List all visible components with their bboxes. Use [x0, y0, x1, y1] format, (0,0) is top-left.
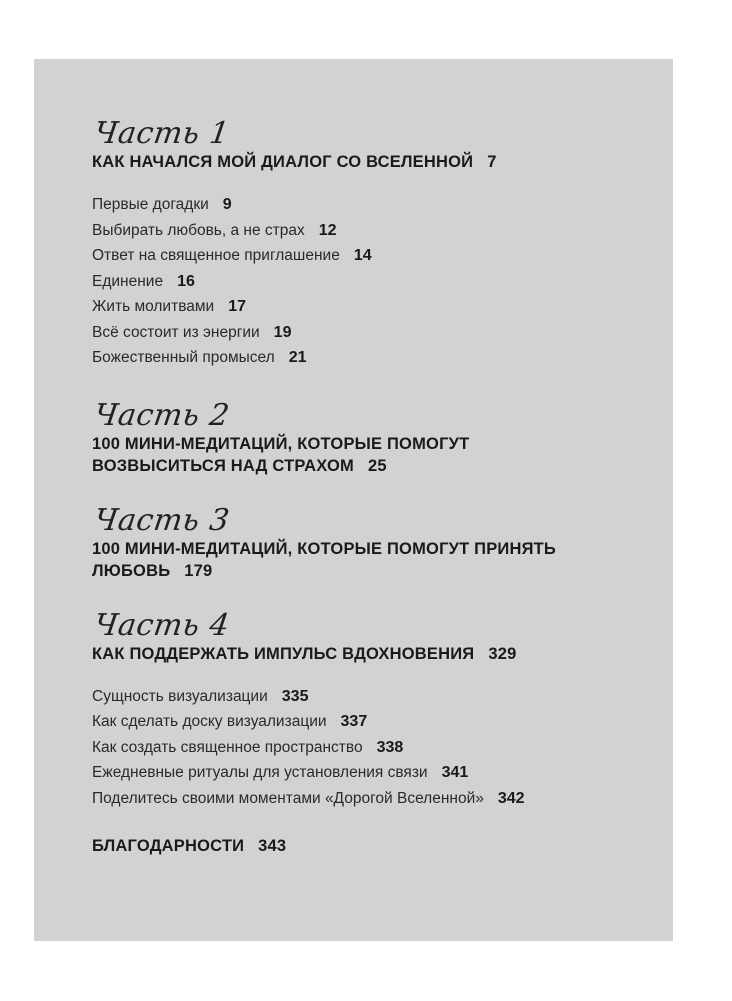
toc-item-title: Божественный промысел: [92, 349, 275, 366]
toc-item-title: Ежедневные ритуалы для установления связи: [92, 764, 428, 781]
part-2-label: Часть 2: [92, 397, 232, 433]
toc-item-page: 21: [288, 349, 307, 366]
part-1-section: [92, 117, 652, 371]
toc-item[interactable]: [92, 760, 652, 786]
part-2-title-line-2: ВОЗВЫСИТЬСЯ НАД СТРАХОМ: [92, 456, 355, 475]
part-1-title-text: КАК НАЧАЛСЯ МОЙ ДИАЛОГ СО ВСЕЛЕННОЙ: [92, 153, 474, 171]
toc-item[interactable]: [92, 345, 652, 371]
part-3-title[interactable]: [92, 538, 652, 582]
part-3-page: 179: [184, 561, 213, 580]
part-3-title-line-2: ЛЮБОВЬ: [92, 561, 171, 580]
part-2-page: 25: [368, 456, 387, 475]
part-3-section: [92, 504, 652, 582]
acknowledgements-title: БЛАГОДАРНОСТИ: [92, 837, 245, 855]
acknowledgements-entry[interactable]: [92, 835, 652, 857]
toc-item-page: 341: [441, 764, 469, 781]
part-4-title-text: КАК ПОДДЕРЖАТЬ ИМПУЛЬС ВДОХНОВЕНИЯ: [92, 644, 475, 663]
toc-item-title: Жить молитвами: [92, 298, 215, 315]
part-4-items: [92, 684, 652, 812]
part-3-title-line-1: 100 МИНИ-МЕДИТАЦИЙ, КОТОРЫЕ ПОМОГУТ ПРИНЯТЬ: [92, 539, 556, 558]
toc-page: [34, 59, 673, 941]
toc-item-page: 16: [177, 272, 195, 290]
toc-item[interactable]: [92, 320, 652, 346]
toc-item[interactable]: [92, 218, 652, 244]
part-1-page: 7: [487, 153, 497, 171]
toc-item-page: 12: [318, 221, 337, 239]
toc-item-page: 9: [222, 196, 232, 213]
toc-item-page: 14: [353, 247, 372, 264]
part-2-title-line-1: 100 МИНИ-МЕДИТАЦИЙ, КОТОРЫЕ ПОМОГУТ: [92, 434, 470, 453]
part-1-label: Часть 1: [92, 116, 232, 151]
toc-item[interactable]: [92, 243, 652, 269]
toc-item-title: Как сделать доску визуализации: [92, 713, 327, 730]
toc-item[interactable]: [92, 269, 652, 295]
part-2-section: [92, 399, 652, 477]
toc-item-page: 19: [273, 323, 292, 341]
toc-item-page: 17: [228, 298, 246, 315]
toc-item-title: Первые догадки: [92, 196, 209, 213]
toc-item[interactable]: [92, 294, 652, 320]
toc-item-title: Выбирать любовь, а не страх: [92, 221, 305, 239]
toc-item-page: 338: [376, 738, 404, 756]
toc-item-title: Всё состоит из энергии: [92, 323, 260, 341]
part-1-items: [92, 192, 652, 371]
part-4-page: 329: [488, 644, 517, 663]
toc-item-title: Единение: [92, 272, 164, 290]
toc-item-title: Сущность визуализации: [92, 687, 268, 705]
toc-item[interactable]: [92, 684, 652, 710]
part-3-label: Часть 3: [92, 502, 232, 538]
part-2-title[interactable]: [92, 433, 652, 477]
toc-item[interactable]: [92, 735, 652, 761]
part-1-title[interactable]: [92, 151, 652, 173]
toc-item[interactable]: [92, 709, 652, 735]
part-4-section: [92, 609, 652, 812]
part-4-title[interactable]: [92, 643, 652, 665]
toc-item-title: Как создать священное пространство: [92, 738, 363, 756]
part-4-label: Часть 4: [92, 607, 232, 643]
toc-item-title: Поделитесь своими моментами «Дорогой Вселенной»: [92, 789, 484, 807]
table-of-contents: [92, 117, 652, 857]
toc-item-page: 342: [497, 789, 525, 807]
toc-item-page: 337: [340, 713, 368, 730]
toc-item[interactable]: [92, 786, 652, 812]
toc-item-title: Ответ на священное приглашение: [92, 247, 340, 264]
acknowledgements-page: 343: [258, 837, 287, 855]
toc-item-page: 335: [281, 687, 309, 705]
toc-item[interactable]: [92, 192, 652, 218]
